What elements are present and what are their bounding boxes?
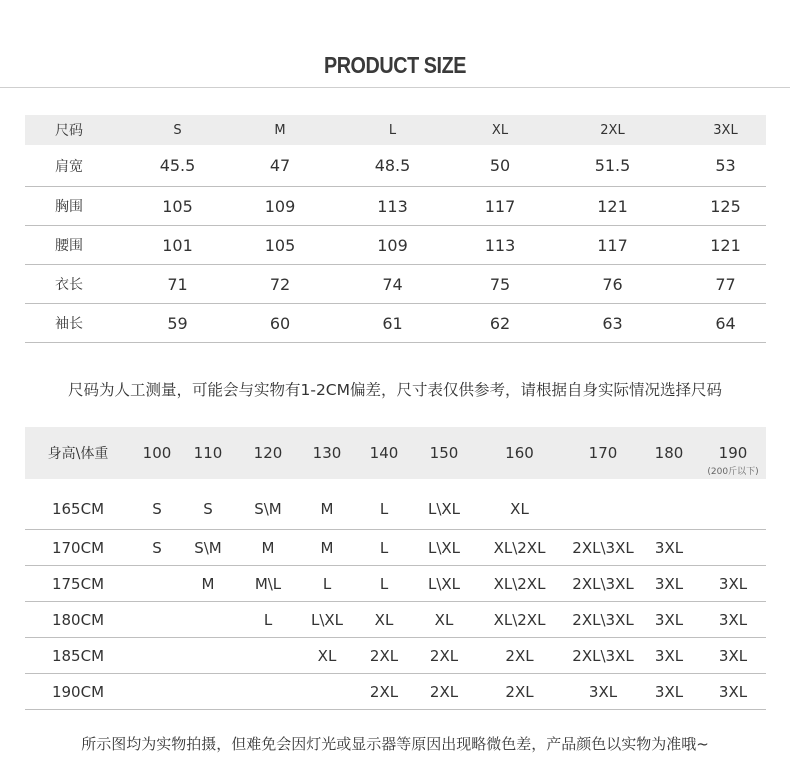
- spacer: [25, 479, 766, 489]
- table-row: [25, 265, 766, 304]
- size-recommendation: [183, 602, 233, 638]
- size-recommendation: L\XL: [303, 602, 351, 638]
- photo-color-note: 所示图均为实物拍摄，但难免会因灯光或显示器等原因出现略微色差，产品颜色以实物为准哦~: [81, 735, 709, 753]
- size-recommendation: [700, 489, 766, 530]
- weight-header-cell: [700, 427, 766, 479]
- size-value: 72: [235, 265, 325, 304]
- size-recommendation: XL\2XL: [471, 530, 568, 566]
- size-recommendation: M\L: [233, 566, 303, 602]
- page-title: PRODUCT SIZE: [323, 52, 467, 78]
- size-value: 74: [325, 265, 460, 304]
- size-value: 113: [325, 187, 460, 226]
- size-recommendation: XL\2XL: [471, 602, 568, 638]
- size-header-cell: M: [235, 115, 325, 145]
- size-recommendation: L\XL: [417, 566, 471, 602]
- size-recommendation: XL: [303, 638, 351, 674]
- size-recommendation: M: [183, 566, 233, 602]
- size-value: 121: [685, 226, 766, 265]
- height-label: 185CM: [25, 638, 131, 674]
- size-value: 53: [685, 145, 766, 187]
- size-recommendation: 3XL: [568, 674, 638, 710]
- hw-table-header: [25, 427, 766, 479]
- size-recommendation: L: [351, 530, 417, 566]
- size-value: 113: [460, 226, 540, 265]
- size-recommendation: M: [303, 489, 351, 530]
- size-recommendation: S: [131, 530, 183, 566]
- size-recommendation: S\M: [233, 489, 303, 530]
- size-recommendation: 3XL: [638, 530, 700, 566]
- size-recommendation: [568, 489, 638, 530]
- size-value: 59: [120, 304, 235, 343]
- weight-header-cell: 160: [471, 427, 568, 479]
- size-value: 50: [460, 145, 540, 187]
- size-value: 63: [540, 304, 685, 343]
- size-value: 121: [540, 187, 685, 226]
- size-value: 125: [685, 187, 766, 226]
- size-recommendation: [233, 674, 303, 710]
- table-row: [25, 674, 766, 710]
- size-value: 60: [235, 304, 325, 343]
- size-recommendation: [131, 602, 183, 638]
- weight-header-cell: 130: [303, 427, 351, 479]
- size-recommendation: L\XL: [417, 489, 471, 530]
- size-value: 62: [460, 304, 540, 343]
- size-recommendation: 2XL: [417, 638, 471, 674]
- size-recommendation: 2XL: [351, 638, 417, 674]
- size-recommendation: 3XL: [638, 674, 700, 710]
- size-recommendation: S\M: [183, 530, 233, 566]
- size-recommendation: [183, 638, 233, 674]
- height-label: 190CM: [25, 674, 131, 710]
- table-row: [25, 602, 766, 638]
- size-recommendation: 3XL: [700, 602, 766, 638]
- measure-label: 腰围: [25, 226, 120, 265]
- size-recommendation: M: [233, 530, 303, 566]
- table-row: [25, 145, 766, 187]
- size-recommendation: [131, 566, 183, 602]
- size-value: 45.5: [120, 145, 235, 187]
- table-row: [25, 638, 766, 674]
- size-value: 105: [235, 226, 325, 265]
- size-value: 109: [235, 187, 325, 226]
- size-recommendation: XL: [471, 489, 568, 530]
- size-header-cell: 尺码: [25, 115, 120, 145]
- size-recommendation: XL\2XL: [471, 566, 568, 602]
- measure-label: 袖长: [25, 304, 120, 343]
- size-recommendation: 2XL: [471, 674, 568, 710]
- size-header-cell: S: [120, 115, 235, 145]
- size-recommendation: 2XL\3XL: [568, 530, 638, 566]
- table-row: [25, 187, 766, 226]
- size-value: 75: [460, 265, 540, 304]
- size-recommendation: 3XL: [638, 602, 700, 638]
- size-recommendation: 2XL: [351, 674, 417, 710]
- size-value: 71: [120, 265, 235, 304]
- size-recommendation: 2XL\3XL: [568, 566, 638, 602]
- size-recommendation: L: [233, 602, 303, 638]
- size-recommendation: XL: [351, 602, 417, 638]
- size-value: 51.5: [540, 145, 685, 187]
- size-value: 61: [325, 304, 460, 343]
- measurement-note: 尺码为人工测量，可能会与实物有1-2CM偏差，尺寸表仅供参考，请根据自身实际情况选择尺码: [67, 381, 722, 399]
- size-recommendation: [700, 530, 766, 566]
- height-weight-label: 身高\体重: [25, 427, 131, 479]
- weight-header-cell: 150: [417, 427, 471, 479]
- weight-header-cell: 140: [351, 427, 417, 479]
- table-row: [25, 304, 766, 343]
- size-recommendation: 3XL: [638, 638, 700, 674]
- weight-header-value: 190: [718, 444, 748, 462]
- size-value: 64: [685, 304, 766, 343]
- size-recommendation: 3XL: [638, 566, 700, 602]
- size-chart-table: [25, 115, 766, 343]
- size-value: 48.5: [325, 145, 460, 187]
- size-recommendation: [183, 674, 233, 710]
- weight-limit-note: (200斤以下): [707, 467, 759, 477]
- size-recommendation: XL: [417, 602, 471, 638]
- size-recommendation: [303, 674, 351, 710]
- weight-header-cell: 100: [131, 427, 183, 479]
- size-recommendation: [233, 638, 303, 674]
- weight-header-cell: 110: [183, 427, 233, 479]
- size-recommendation: 3XL: [700, 566, 766, 602]
- table-row: [25, 489, 766, 530]
- size-value: 77: [685, 265, 766, 304]
- size-value: 109: [325, 226, 460, 265]
- size-recommendation: 3XL: [700, 674, 766, 710]
- size-recommendation: [131, 638, 183, 674]
- size-recommendation: [131, 674, 183, 710]
- size-recommendation: S: [183, 489, 233, 530]
- size-recommendation: [638, 489, 700, 530]
- table-row: [25, 566, 766, 602]
- table-row: [25, 530, 766, 566]
- size-header-cell: 3XL: [685, 115, 766, 145]
- size-header-cell: XL: [460, 115, 540, 145]
- size-value: 105: [120, 187, 235, 226]
- weight-header-cell: 170: [568, 427, 638, 479]
- measure-label: 胸围: [25, 187, 120, 226]
- height-label: 180CM: [25, 602, 131, 638]
- size-recommendation: L: [351, 566, 417, 602]
- size-recommendation: L\XL: [417, 530, 471, 566]
- size-recommendation: L: [303, 566, 351, 602]
- size-value: 47: [235, 145, 325, 187]
- height-label: 175CM: [25, 566, 131, 602]
- measure-label: 肩宽: [25, 145, 120, 187]
- size-recommendation: 2XL\3XL: [568, 602, 638, 638]
- height-weight-table: [25, 427, 766, 710]
- size-recommendation: L: [351, 489, 417, 530]
- size-table-header: [25, 115, 766, 145]
- height-label: 170CM: [25, 530, 131, 566]
- size-recommendation: 2XL: [417, 674, 471, 710]
- size-recommendation: S: [131, 489, 183, 530]
- size-recommendation: 2XL\3XL: [568, 638, 638, 674]
- size-recommendation: 2XL: [471, 638, 568, 674]
- table-row: [25, 226, 766, 265]
- size-recommendation: 3XL: [700, 638, 766, 674]
- weight-header-cell: 120: [233, 427, 303, 479]
- size-value: 117: [460, 187, 540, 226]
- size-value: 76: [540, 265, 685, 304]
- size-value: 101: [120, 226, 235, 265]
- measure-label: 衣长: [25, 265, 120, 304]
- height-label: 165CM: [25, 489, 131, 530]
- size-value: 117: [540, 226, 685, 265]
- size-recommendation: M: [303, 530, 351, 566]
- weight-header-cell: 180: [638, 427, 700, 479]
- size-header-cell: L: [325, 115, 460, 145]
- size-header-cell: 2XL: [540, 115, 685, 145]
- title-divider: [0, 87, 790, 88]
